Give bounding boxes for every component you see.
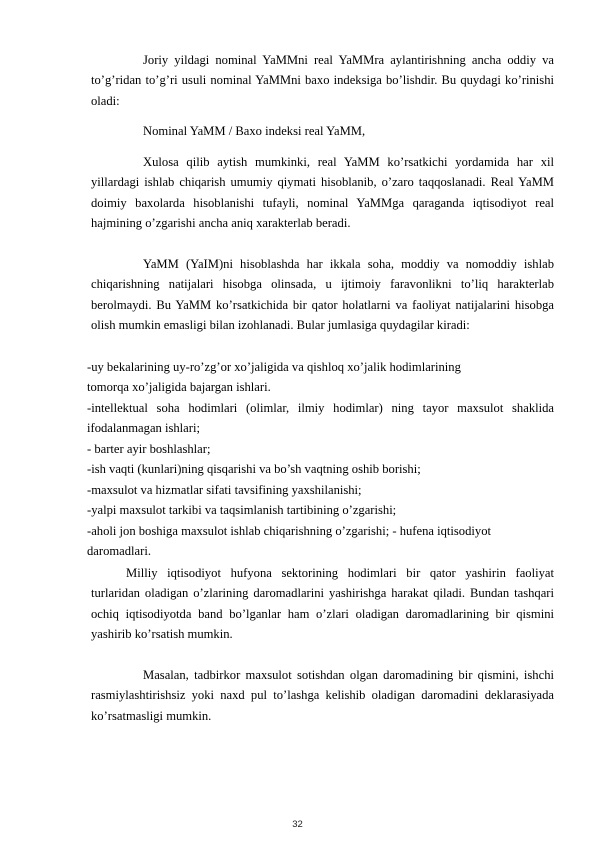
list-item-barter: - barter ayir boshlashlar; — [87, 442, 211, 456]
paragraph-example: Masalan, tadbirkor maxsulot sotishdan olgan daromadining bir qismini, ishchi rasmiylashtirishsiz yoki naxd pul to’lashga kelishib oladigan daromadini deklarasiyada ko’rsatmasligi mumkin. — [91, 668, 554, 723]
page-number: 32 — [292, 819, 303, 830]
paragraph-hidden-sector: Milliy iqtisodiyot hufyona sektorining hodimlari bir qator yashirin faoliyat turlaridan oladigan o’zlarining daromadlarini yashirishga harakat qiladi. Bundan tashqari ochiq iqtisodiyotda band bo’lganlar ham o’zlari oladigan daromadlarining bir qismini yashirib ko’rsatish mumkin. — [91, 566, 554, 641]
formula-line: Nominal YaMM / Baxo indeksi real YaMM, — [143, 124, 366, 138]
list-item-intellectual: -intellektual soha hodimlari (olimlar, ilmiy hodimlar) ning tayor maxsulot shaklida ifodalanmagan ishlari; — [87, 401, 554, 436]
paragraph-welfare: YaMM (YaIM)ni hisoblashda har ikkala soha, moddiy va nomoddiy ishlab chiqarishning natijalari hisobga olinsada, u ijtimoiy faravonlikni to’liq harakterlab berolmaydi. Bu YaMM ko’rsatkichida bir qator holatlarni va faoliyat natijalarini hisobga olish mumkin emasligi bilan izohlanadi. Bular jumlasiga quydagilar kiradi: — [91, 257, 554, 332]
paragraph-conclusion: Xulosa qilib aytish mumkinki, real YaMM ko’rsatkichi yordamida har xil yillardagi ishlab chiqarish umumiy qiymati hisoblanib, o’zaro taqqoslanadi. Real YaMM doimiy baxolarda hisoblanishi tufayli, nominal YaMMga qaraganda iqtisodiyot real hajmining o’zgarishi ancha aniq xarakterlab beradi. — [91, 155, 554, 230]
list-item-housework-cont: tomorqa xo’jaligida bajargan ishlari. — [87, 380, 271, 394]
list-item-structure: -yalpi maxsulot tarkibi va taqsimlanish tartibining o’zgarishi; — [87, 503, 397, 517]
paragraph-real-gdp-conversion: Joriy yildagi nominal YaMMni real YaMMra aylantirishning ancha oddiy va to’g’ridan to’g’ri usuli nominal YaMMni baxo indeksiga bo’lishdir. Bu quydagi ko’rinishi oladi: — [91, 53, 554, 108]
list-item-per-capita-cont: daromadlari. — [87, 544, 151, 558]
list-item-quality: -maxsulot va hizmatlar sifati tavsifining yaxshilanishi; — [87, 483, 362, 497]
list-item-work-time: -ish vaqti (kunlari)ning qisqarishi va bo’sh vaqtning oshib borishi; — [87, 462, 421, 476]
list-item-housework: -uy bekalarining uy-ro’zg’or xo’jaligida va qishloq xo’jalik hodimlarining — [87, 360, 461, 374]
list-item-per-capita: -aholi jon boshiga maxsulot ishlab chiqarishning o’zgarishi; - hufena iqtisodiyot — [87, 524, 491, 538]
